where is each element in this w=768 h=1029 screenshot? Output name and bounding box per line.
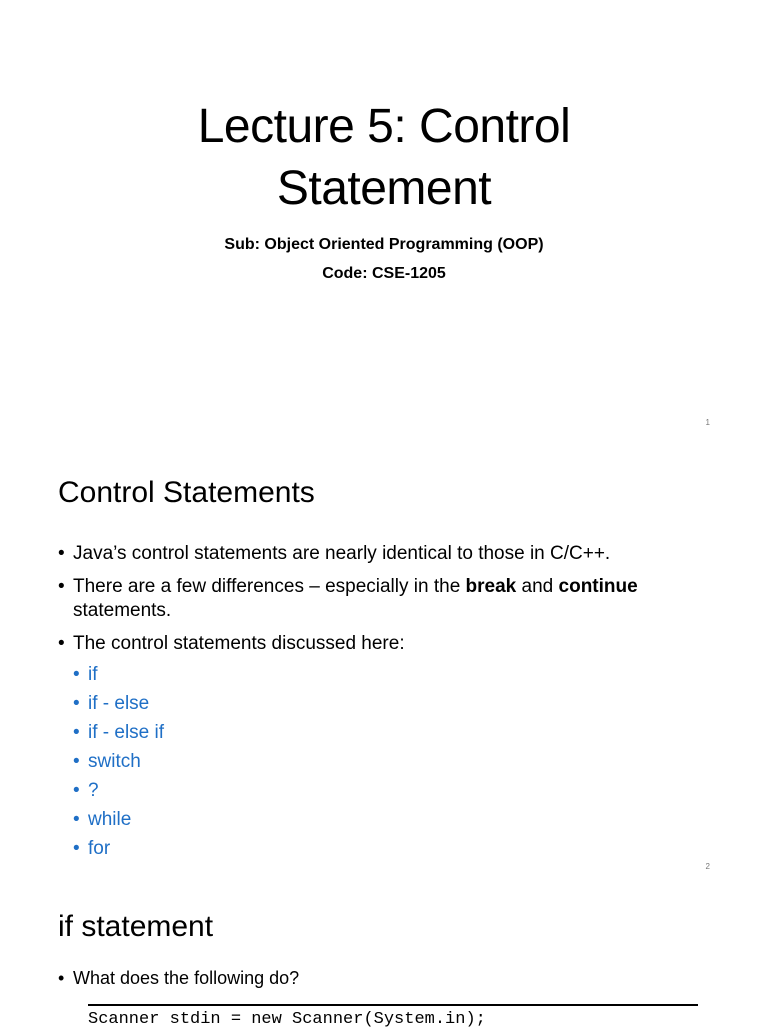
bullet-item: • What does the following do? <box>58 966 718 990</box>
code-block: Scanner stdin = new Scanner(System.in); <box>88 1010 486 1029</box>
bullet-list <box>58 966 718 990</box>
statement-item: • switch <box>73 747 718 776</box>
statement-item: • ? <box>73 776 718 805</box>
subject-line: Sub: Object Oriented Programming (OOP) <box>224 236 544 253</box>
course-code: Code: CSE-1205 <box>322 265 446 282</box>
bullet-item: • There are a few differences – especially in the break and continue statements. <box>58 575 718 623</box>
statement-item: • while <box>73 805 718 834</box>
code-divider <box>88 1004 698 1006</box>
page-number: 2 <box>705 862 710 871</box>
lecture-title <box>0 96 768 220</box>
title-line-2: Statement <box>276 162 492 215</box>
slide-heading: Control Statements <box>58 476 315 509</box>
slide-heading: if statement <box>58 910 214 943</box>
statement-item: • if <box>73 660 718 689</box>
statement-list <box>73 660 718 863</box>
statement-item: • if - else if <box>73 718 718 747</box>
slide-1 <box>0 0 768 434</box>
bullet-list <box>58 542 718 863</box>
bullet-item: • The control statements discussed here: • if • if - else • if - else if • switch • ? • while • for <box>58 632 718 863</box>
slide-3 <box>0 868 768 1029</box>
statement-item: • for <box>73 834 718 863</box>
title-line-1: Lecture 5: Control <box>197 100 571 153</box>
statement-item: • if - else <box>73 689 718 718</box>
slide-2 <box>0 434 768 871</box>
page-number: 1 <box>705 418 710 427</box>
bullet-item: • Java’s control statements are nearly identical to those in C/C++. <box>58 542 718 566</box>
